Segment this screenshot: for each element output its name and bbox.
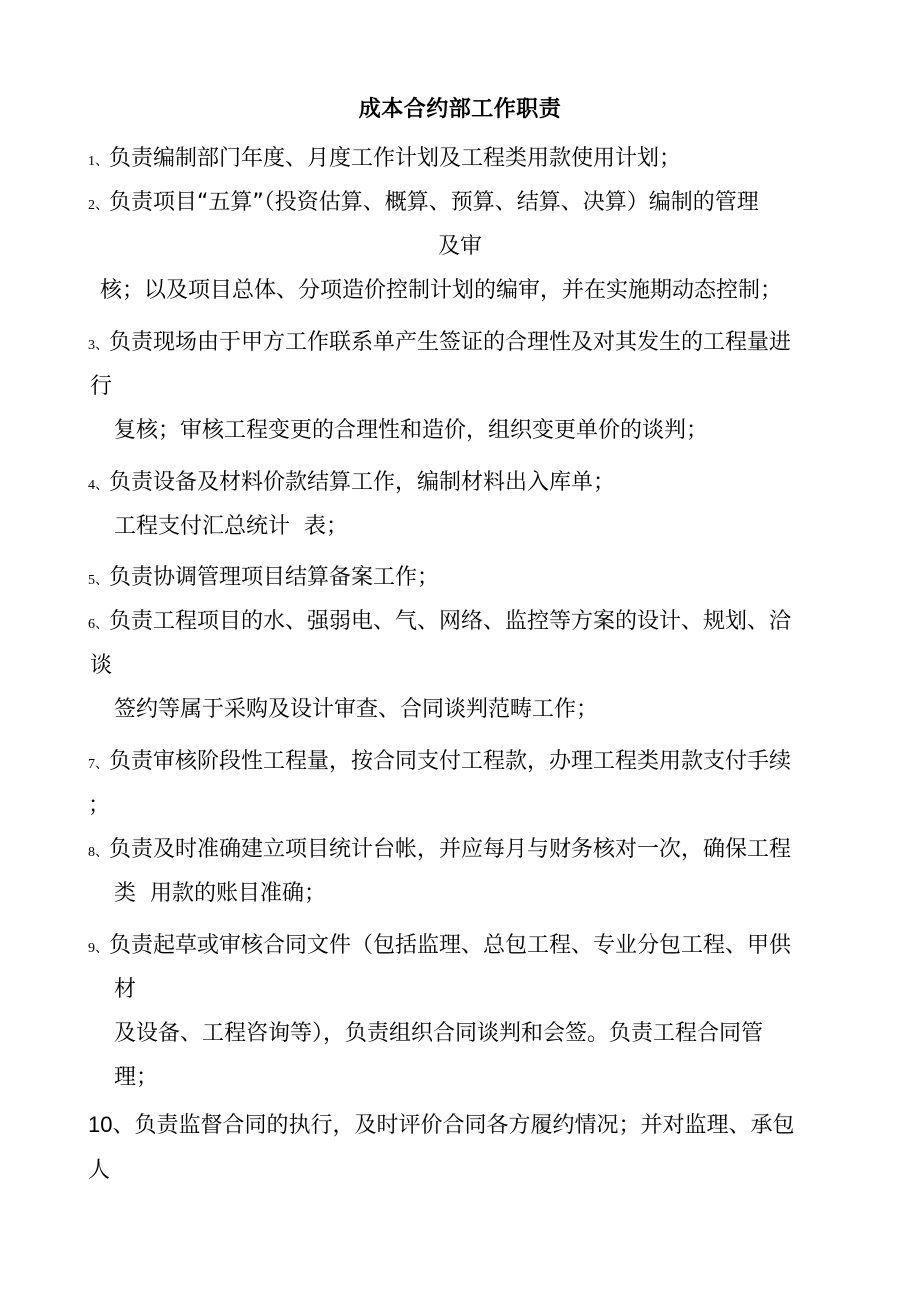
list-item-2-line-1 xyxy=(88,188,759,221)
list-item-1-number: 1、 xyxy=(88,154,109,169)
list-item-10-number: 10、 xyxy=(88,1112,135,1137)
list-item-6-line-2: 谈 xyxy=(90,653,113,678)
list-item-6-text: 负责工程项目的水、强弱电、气、网络、监控等方案的设计、规划、洽 xyxy=(109,609,792,634)
list-item-2-text: 负责项目“五算”（投资估算、概算、预算、结算、决算）编制的管理 xyxy=(109,190,759,215)
list-item-8-line-2: 类 用款的账目准确； xyxy=(114,881,326,906)
list-item-1-line-1 xyxy=(88,144,681,177)
list-item-2-number: 2、 xyxy=(88,198,109,213)
list-item-8-number: 8、 xyxy=(88,845,109,860)
list-item-9-line-4: 理； xyxy=(114,1065,159,1090)
list-item-8-text: 负责及时准确建立项目统计台帐，并应每月与财务核对一次，确保工程 xyxy=(109,837,792,862)
list-item-10-text: 负责监督合同的执行，及时评价合同各方履约情况；并对监理、承包 xyxy=(134,1113,795,1138)
list-item-6-line-3: 签约等属于采购及设计审查、合同谈判范畴工作； xyxy=(114,697,599,722)
list-item-3-line-3: 复核；审核工程变更的合理性和造价，组织变更单价的谈判； xyxy=(114,418,709,443)
list-item-10-line-1 xyxy=(88,1110,795,1141)
list-item-5-text: 负责协调管理项目结算备案工作； xyxy=(109,565,440,590)
list-item-9-line-3: 及设备、工程咨询等），负责组织合同谈判和会签。负责工程合同管 xyxy=(114,1021,764,1046)
list-item-5-line-1 xyxy=(88,563,439,596)
list-item-4-line-1 xyxy=(88,468,615,501)
list-item-3-line-2: 行 xyxy=(90,374,113,399)
list-item-7-line-2: ； xyxy=(88,793,111,818)
list-item-2-line-3: 核；以及项目总体、分项造价控制计划的编审，并在实施期动态控制； xyxy=(100,278,783,303)
list-item-1-text: 负责编制部门年度、月度工作计划及工程类用款使用计划； xyxy=(109,146,682,171)
list-item-10-line-2: 人 xyxy=(88,1158,111,1183)
list-item-9-line-1 xyxy=(88,931,791,964)
list-item-9-text: 负责起草或审核合同文件（包括监理、总包工程、专业分包工程、甲供 xyxy=(109,933,792,958)
list-item-5-number: 5、 xyxy=(88,573,109,588)
list-item-9-line-2: 材 xyxy=(114,977,137,1002)
list-item-2-line-2: 及审 xyxy=(437,234,482,259)
list-item-3-line-1 xyxy=(88,328,791,361)
list-item-7-text: 负责审核阶段性工程量，按合同支付工程款，办理工程类用款支付手续 xyxy=(109,749,792,774)
list-item-8-line-1 xyxy=(88,835,791,868)
list-item-3-text: 负责现场由于甲方工作联系单产生签证的合理性及对其发生的工程量进 xyxy=(109,330,792,355)
list-item-4-line-2: 工程支付汇总统计 表； xyxy=(114,514,348,539)
list-item-3-number: 3、 xyxy=(88,338,109,353)
list-item-6-number: 6、 xyxy=(88,617,109,632)
list-item-6-line-1 xyxy=(88,607,791,640)
list-item-4-text: 负责设备及材料价款结算工作，编制材料出入库单； xyxy=(109,470,616,495)
list-item-7-line-1 xyxy=(88,747,791,780)
list-item-7-number: 7、 xyxy=(88,757,109,772)
list-item-9-number: 9、 xyxy=(88,941,109,956)
list-item-4-number: 4、 xyxy=(88,478,109,493)
document-title: 成本合约部工作职责 xyxy=(358,97,562,122)
